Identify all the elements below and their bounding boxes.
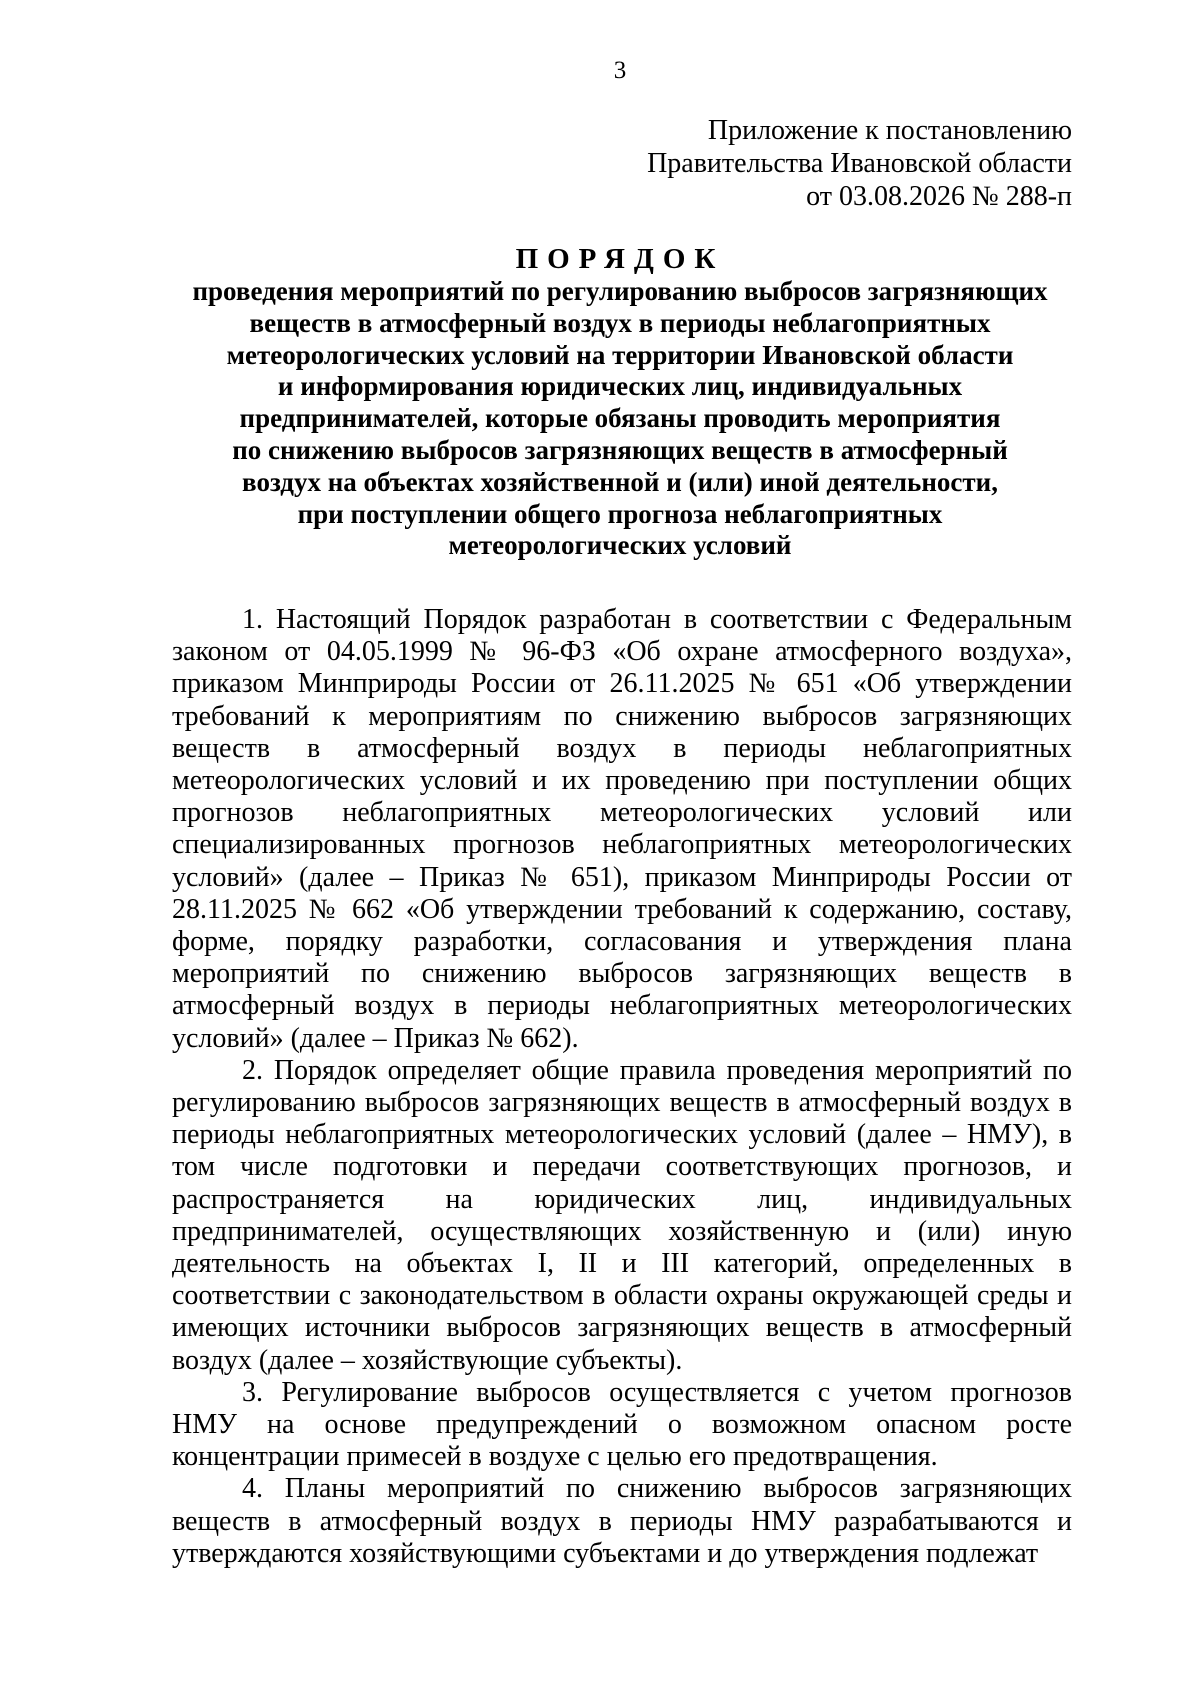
subtitle-line: предпринимателей, которые обязаны проводить мероприятия — [239, 403, 1001, 434]
subtitle-line: метеорологических условий — [448, 530, 792, 561]
subtitle-line: по снижению выбросов загрязняющих веществ в атмосферный — [232, 434, 1008, 465]
subtitle-line: воздух на объектах хозяйственной и (или) иной деятельности, — [242, 466, 998, 497]
document-subtitle — [168, 276, 1072, 562]
paragraph-4: 4. Планы мероприятий по снижению выбросов загрязняющих веществ в атмосферный воздух в периоды НМУ разрабатываются и утверждаются хозяйствующими субъектами и до утверждения подлежат — [172, 1473, 1072, 1569]
subtitle-line: метеорологических условий на территории Ивановской области — [226, 339, 1014, 370]
document-title: ПОРЯДОК — [515, 243, 725, 275]
paragraph-3: 3. Регулирование выбросов осуществляется с учетом прогнозов НМУ на основе предупреждений о возможном опасном росте концентрации примесей в воздухе с целью его предотвращения. — [172, 1376, 1072, 1473]
appendix-header — [472, 114, 1072, 213]
appendix-date-line: от 03.08.2026 № 288-п — [806, 181, 1072, 212]
paragraph-2: 2. Порядок определяет общие правила проведения мероприятий по регулированию выбросов загрязняющих веществ в атмосферный воздух в периоды неблагоприятных метеорологических условий (далее – НМУ), в том числе подготовки и передачи соответствующих прогнозов, и распространяется на юридических лиц, индивидуальных предпринимателей, осуществляющих хозяйственную и (или) иную деятельность на объектах I, II и III категорий, определенных в соответствии с законодательством в области охраны окружающей среды и имеющих источники выбросов загрязняющих веществ в атмосферный воздух (далее – хозяйствующие субъекты). — [172, 1054, 1072, 1376]
document-body — [172, 604, 1072, 1570]
subtitle-line: и информирования юридических лиц, индивидуальных — [277, 371, 963, 402]
subtitle-line: при поступлении общего прогноза неблагоприятных — [297, 498, 943, 529]
page-number: 3 — [613, 57, 627, 84]
appendix-line: Правительства Ивановской области — [647, 148, 1072, 179]
subtitle-line: веществ в атмосферный воздух в периоды неблагоприятных — [249, 307, 991, 338]
subtitle-line: проведения мероприятий по регулированию выбросов загрязняющих — [192, 276, 1048, 306]
appendix-line: Приложение к постановлению — [707, 115, 1072, 146]
paragraph-1: 1. Настоящий Порядок разработан в соответствии с Федеральным законом от 04.05.1999 № 96-ФЗ «Об охране атмосферного воздуха», приказом Минприроды России от 26.11.2025 № 651 «Об утверждении требований к мероприятиям по снижению выбросов загрязняющих веществ в атмосферный воздух в периоды неблагоприятных метеорологических условий и их проведению при поступлении общих прогнозов неблагоприятных метеорологических условий или специализированных прогнозов неблагоприятных метеорологических условий» (далее – Приказ № 651), приказом Минприроды России от 28.11.2025 № 662 «Об утверждении требований к содержанию, составу, форме, порядку разработки, согласования и утверждения плана мероприятий по снижению выбросов загрязняющих веществ в атмосферный воздух в периоды неблагоприятных метеорологических условий» (далее – Приказ № 662). — [172, 604, 1072, 1054]
